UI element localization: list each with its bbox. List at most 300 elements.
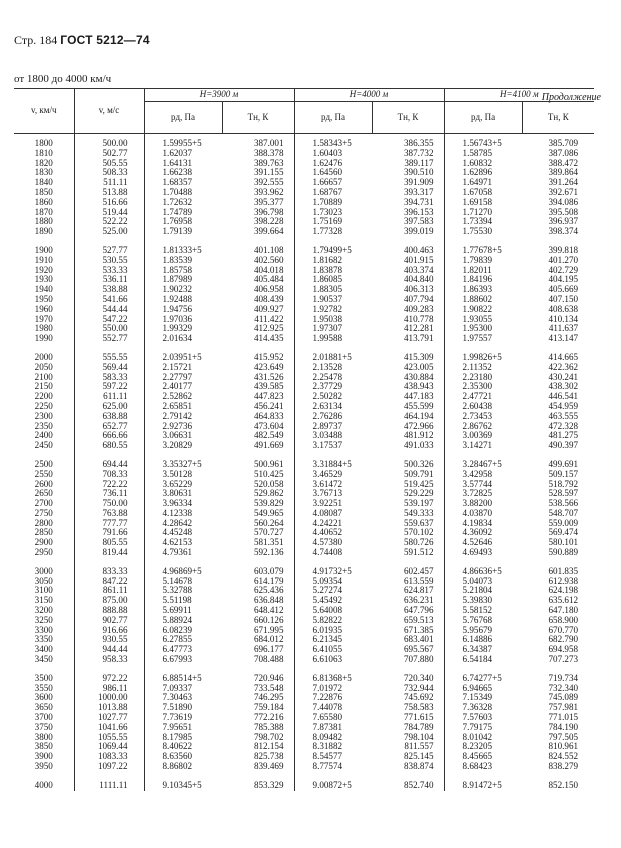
table-row: [14, 635, 594, 645]
cell-pressure-h4100: 8.91472+5: [462, 779, 502, 790]
cell-speed-kmh: 3200: [14, 606, 74, 616]
cell-pressure-h3900: 1.64131: [162, 157, 193, 168]
cell-pressure-h4000: 2.50282: [312, 391, 343, 402]
cell-pressure-h3900: 1.81333+5: [162, 244, 202, 255]
cell-pressure-h4100: 1.84196: [462, 274, 493, 285]
cell-speed-ms: 694.44: [74, 460, 144, 470]
cell-speed-ms: 1041.66: [74, 723, 144, 733]
page-number: Стр. 184: [14, 33, 58, 47]
cell-temp-h4000: 399.019: [372, 227, 444, 237]
cell-temp-h4000: 580.726: [372, 538, 444, 548]
cell-pressure-h4000: 1.66657: [312, 177, 343, 188]
cell-speed-ms: 505.55: [74, 159, 144, 169]
cell-pressure-h3900: 1.97036: [162, 313, 193, 324]
cell-temp-h4100: 392.671: [548, 186, 579, 197]
cell-pressure-h3900: 3.35327+5: [162, 458, 202, 469]
cell-temp-h4000: 771.615: [372, 713, 444, 723]
cell-pressure-h4000: 1.97307: [312, 323, 343, 334]
cell-pressure-h3900: 8.86802: [162, 761, 193, 772]
cell-pressure-h4100: 5.95679: [462, 624, 493, 635]
cell-temp-h4000: 409.283: [372, 305, 444, 315]
cell-temp-h4100: 732.340: [548, 682, 579, 693]
range-caption: от 1800 до 4000 км/ч: [14, 73, 112, 85]
table-row: [14, 626, 594, 636]
cell-pressure-h4000: 1.86085: [312, 274, 343, 285]
cell-speed-ms: 708.33: [74, 470, 144, 480]
cell-pressure-h4100: 2.60438: [462, 400, 493, 411]
cell-speed-kmh: 1990: [14, 334, 74, 344]
cell-pressure-h4000: 3.31884+5: [312, 458, 352, 469]
cell-speed-kmh: 3950: [14, 762, 74, 772]
cell-speed-kmh: 1970: [14, 315, 74, 325]
cell-pressure-h4000: 1.88305: [312, 284, 343, 295]
cell-temp-h4100: 658.900: [548, 614, 579, 625]
table-row: [14, 412, 594, 422]
cell-speed-kmh: 2750: [14, 509, 74, 519]
cell-temp-h4100: 438.302: [548, 381, 579, 392]
table-row: [14, 480, 594, 490]
cell-temp-h4000: 852.740: [372, 781, 444, 791]
cell-speed-ms: 986.11: [74, 684, 144, 694]
table-row: [14, 178, 594, 188]
cell-pressure-h4100: 1.95300: [462, 323, 493, 334]
cell-speed-kmh: 2500: [14, 460, 74, 470]
cell-pressure-h4000: 3.46529: [312, 468, 343, 479]
cell-speed-kmh: 1900: [14, 246, 74, 256]
table-row: [14, 781, 594, 791]
table-row: [14, 577, 594, 587]
cell-temp-h3900: 560.264: [222, 519, 294, 529]
cell-temp-h4000: 602.457: [372, 567, 444, 577]
table-row: [14, 441, 594, 451]
cell-pressure-h4000: 5.27274: [312, 585, 343, 596]
col-header-temperature: Tн, К: [222, 102, 294, 134]
cell-temp-h3900: 423.649: [222, 363, 294, 373]
cell-temp-h3900: 411.422: [222, 315, 294, 325]
cell-speed-ms: 638.88: [74, 412, 144, 422]
cell-speed-kmh: 1830: [14, 168, 74, 178]
cell-speed-kmh: 3800: [14, 733, 74, 743]
cell-speed-kmh: 1850: [14, 188, 74, 198]
cell-temp-h4100: 389.864: [548, 167, 579, 178]
cell-pressure-h4000: 9.00872+5: [312, 779, 352, 790]
cell-temp-h4000: 423.005: [372, 363, 444, 373]
col-header-speed-kmh: v, км/ч: [14, 89, 74, 134]
cell-pressure-h4100: 1.97557: [462, 333, 493, 344]
cell-pressure-h4100: 1.56743+5: [462, 138, 502, 148]
cell-temp-h4100: 481.275: [548, 430, 579, 441]
cell-speed-ms: 583.33: [74, 373, 144, 383]
cell-temp-h4100: 446.541: [548, 391, 579, 402]
cell-pressure-h4000: 8.54577: [312, 751, 343, 762]
cell-temp-h3900: 684.012: [222, 635, 294, 645]
table-row: [14, 489, 594, 499]
cell-pressure-h3900: 4.62153: [162, 537, 193, 548]
cell-pressure-h3900: 4.79361: [162, 547, 193, 558]
cell-temp-h3900: 482.549: [222, 431, 294, 441]
cell-speed-ms: 972.22: [74, 674, 144, 684]
group-spacer: [14, 665, 594, 674]
cell-speed-kmh: 2950: [14, 548, 74, 558]
table-row: [14, 373, 594, 383]
cell-pressure-h4000: 2.13528: [312, 361, 343, 372]
cell-temp-h4100: 411.637: [548, 323, 579, 334]
cell-temp-h4100: 499.691: [548, 458, 579, 469]
cell-pressure-h3900: 1.87989: [162, 274, 193, 285]
cell-temp-h4000: 683.401: [372, 635, 444, 645]
cell-speed-ms: 552.77: [74, 334, 144, 344]
cell-temp-h4000: 745.692: [372, 693, 444, 703]
cell-speed-kmh: 3750: [14, 723, 74, 733]
cell-pressure-h3900: 2.01634: [162, 333, 193, 344]
cell-pressure-h3900: 2.15721: [162, 361, 193, 372]
cell-speed-ms: 750.00: [74, 499, 144, 509]
cell-pressure-h3900: 8.17985: [162, 731, 193, 742]
cell-temp-h4000: 406.313: [372, 285, 444, 295]
cell-temp-h4100: 682.790: [548, 634, 579, 645]
cell-speed-ms: 902.77: [74, 616, 144, 626]
cell-temp-h3900: 648.412: [222, 606, 294, 616]
cell-pressure-h4000: 1.68767: [312, 186, 343, 197]
cell-pressure-h3900: 2.52862: [162, 391, 193, 402]
cell-speed-kmh: 3100: [14, 586, 74, 596]
group-spacer: [14, 237, 594, 246]
cell-temp-h3900: 402.560: [222, 256, 294, 266]
cell-pressure-h3900: 1.74789: [162, 206, 193, 217]
cell-pressure-h4000: 2.01881+5: [312, 351, 352, 362]
cell-temp-h4100: 413.147: [548, 333, 579, 344]
table-row: [14, 645, 594, 655]
cell-pressure-h4100: 5.39830: [462, 595, 493, 606]
cell-speed-ms: 522.22: [74, 217, 144, 227]
cell-pressure-h3900: 6.27855: [162, 634, 193, 645]
cell-speed-kmh: 3350: [14, 635, 74, 645]
table-row: [14, 674, 594, 684]
cell-speed-kmh: 1800: [14, 134, 74, 149]
cell-speed-ms: 502.77: [74, 149, 144, 159]
cell-speed-ms: 763.88: [74, 509, 144, 519]
cell-temp-h4100: 548.707: [548, 507, 579, 518]
cell-pressure-h4000: 1.70889: [312, 196, 343, 207]
cell-pressure-h4000: 7.87381: [312, 721, 343, 732]
cell-pressure-h3900: 1.90232: [162, 284, 193, 295]
cell-temp-h3900: 500.961: [222, 460, 294, 470]
cell-pressure-h3900: 8.40622: [162, 741, 193, 752]
cell-pressure-h4100: 4.03870: [462, 507, 493, 518]
cell-speed-kmh: 1880: [14, 217, 74, 227]
cell-pressure-h3900: 1.85758: [162, 264, 193, 275]
cell-temp-h4000: 720.340: [372, 674, 444, 684]
cell-speed-ms: 680.55: [74, 441, 144, 451]
cell-temp-h3900: 389.763: [222, 159, 294, 169]
table-row: [14, 334, 594, 344]
cell-pressure-h3900: 6.08239: [162, 624, 193, 635]
cell-temp-h4100: 402.729: [548, 264, 579, 275]
cell-pressure-h3900: 1.72632: [162, 196, 193, 207]
cell-speed-kmh: 3600: [14, 693, 74, 703]
cell-speed-kmh: 2700: [14, 499, 74, 509]
cell-temp-h4000: 732.944: [372, 684, 444, 694]
cell-temp-h4100: 601.835: [548, 565, 579, 576]
cell-temp-h4000: 430.884: [372, 373, 444, 383]
cell-speed-ms: 597.22: [74, 382, 144, 392]
cell-temp-h4000: 410.778: [372, 315, 444, 325]
cell-pressure-h4100: 1.58785: [462, 147, 493, 158]
cell-pressure-h3900: 6.47773: [162, 644, 193, 655]
cell-temp-h3900: 404.018: [222, 266, 294, 276]
cell-pressure-h4100: 2.47721: [462, 391, 493, 402]
col-header-h4000: H=4000 м: [294, 89, 444, 102]
cell-pressure-h3900: 7.30463: [162, 692, 193, 703]
cell-temp-h4000: 591.512: [372, 548, 444, 558]
cell-speed-kmh: 1840: [14, 178, 74, 188]
cell-temp-h3900: 387.001: [222, 134, 294, 149]
col-header-temperature: Tн, К: [372, 102, 444, 134]
col-header-temperature: Tн, К: [522, 102, 594, 134]
cell-pressure-h4000: 1.73023: [312, 206, 343, 217]
cell-temp-h3900: 431.526: [222, 373, 294, 383]
cell-temp-h4000: 784.789: [372, 723, 444, 733]
cell-pressure-h4100: 4.52646: [462, 537, 493, 548]
cell-pressure-h3900: 5.69911: [162, 605, 192, 616]
cell-speed-kmh: 1860: [14, 198, 74, 208]
cell-pressure-h4100: 8.01042: [462, 731, 493, 742]
cell-pressure-h4000: 8.09482: [312, 731, 343, 742]
cell-temp-h4000: 559.637: [372, 519, 444, 529]
cell-temp-h3900: 464.833: [222, 412, 294, 422]
cell-temp-h3900: 439.585: [222, 382, 294, 392]
cell-speed-ms: 544.44: [74, 305, 144, 315]
cell-pressure-h3900: 1.66238: [162, 167, 193, 178]
cell-pressure-h4000: 4.91732+5: [312, 565, 352, 576]
cell-pressure-h3900: 4.96869+5: [162, 565, 202, 576]
cell-speed-kmh: 3500: [14, 674, 74, 684]
cell-temp-h3900: 549.965: [222, 509, 294, 519]
cell-pressure-h4000: 4.57380: [312, 537, 343, 548]
cell-pressure-h4100: 1.93055: [462, 313, 493, 324]
cell-temp-h4000: 659.513: [372, 616, 444, 626]
cell-speed-ms: 550.00: [74, 324, 144, 334]
cell-pressure-h4100: 6.74277+5: [462, 672, 502, 683]
cell-speed-ms: 958.33: [74, 655, 144, 665]
cell-pressure-h4000: 3.92251: [312, 498, 343, 509]
cell-speed-kmh: 3050: [14, 577, 74, 587]
cell-pressure-h4000: 7.65580: [312, 712, 343, 723]
cell-pressure-h4000: 2.25478: [312, 371, 343, 382]
cell-pressure-h4000: 6.21345: [312, 634, 343, 645]
cell-temp-h3900: 625.436: [222, 586, 294, 596]
cell-temp-h3900: 696.177: [222, 645, 294, 655]
cell-temp-h4100: 407.150: [548, 293, 579, 304]
cell-temp-h4000: 481.912: [372, 431, 444, 441]
table-row: [14, 134, 594, 149]
cell-temp-h3900: 395.377: [222, 198, 294, 208]
cell-temp-h3900: 839.469: [222, 762, 294, 772]
cell-speed-ms: 527.77: [74, 246, 144, 256]
cell-pressure-h4100: 6.34387: [462, 644, 493, 655]
cell-temp-h4000: 393.317: [372, 188, 444, 198]
cell-speed-ms: 875.00: [74, 596, 144, 606]
col-header-pressure: pд, Па: [144, 102, 222, 134]
cell-temp-h4100: 852.150: [548, 779, 579, 790]
table-row: [14, 567, 594, 577]
cell-temp-h4000: 500.326: [372, 460, 444, 470]
cell-temp-h4000: 519.425: [372, 480, 444, 490]
cell-pressure-h4000: 6.81368+5: [312, 672, 352, 683]
cell-pressure-h4100: 5.76768: [462, 614, 493, 625]
table-row: [14, 295, 594, 305]
cell-temp-h3900: 785.388: [222, 723, 294, 733]
cell-temp-h4100: 635.612: [548, 595, 579, 606]
table-body: [14, 134, 594, 791]
cell-temp-h4100: 590.889: [548, 547, 579, 558]
cell-temp-h4100: 559.009: [548, 517, 579, 528]
table-row: [14, 198, 594, 208]
table-row: [14, 382, 594, 392]
cell-speed-kmh: 2450: [14, 441, 74, 451]
cell-pressure-h4100: 2.86762: [462, 420, 493, 431]
cell-pressure-h4000: 4.24221: [312, 517, 343, 528]
cell-temp-h4100: 396.937: [548, 216, 579, 227]
cell-pressure-h4000: 1.62476: [312, 157, 343, 168]
cell-pressure-h4100: 1.62896: [462, 167, 493, 178]
cell-temp-h4100: 387.086: [548, 147, 579, 158]
cell-temp-h4000: 509.791: [372, 470, 444, 480]
cell-speed-kmh: 1930: [14, 275, 74, 285]
table-row: [14, 616, 594, 626]
cell-pressure-h4000: 7.44078: [312, 702, 343, 713]
cell-pressure-h4000: 5.09354: [312, 575, 343, 586]
cell-speed-kmh: 3550: [14, 684, 74, 694]
cell-pressure-h4100: 8.68423: [462, 761, 493, 772]
cell-speed-ms: 1027.77: [74, 713, 144, 723]
cell-temp-h4100: 757.981: [548, 702, 579, 713]
cell-pressure-h3900: 4.28642: [162, 517, 193, 528]
cell-pressure-h4000: 1.92782: [312, 303, 343, 314]
cell-pressure-h3900: 8.63560: [162, 751, 193, 762]
cell-pressure-h4100: 3.00369: [462, 430, 493, 441]
cell-temp-h4100: 410.134: [548, 313, 579, 324]
cell-pressure-h3900: 5.14678: [162, 575, 193, 586]
cell-pressure-h4100: 2.35300: [462, 381, 493, 392]
cell-temp-h3900: 393.962: [222, 188, 294, 198]
cell-speed-kmh: 1910: [14, 256, 74, 266]
cell-pressure-h3900: 7.09337: [162, 682, 193, 693]
cell-temp-h4000: 671.385: [372, 626, 444, 636]
cell-pressure-h4100: 8.23205: [462, 741, 493, 752]
cell-temp-h4000: 438.943: [372, 382, 444, 392]
cell-temp-h4000: 413.791: [372, 334, 444, 344]
cell-temp-h4000: 387.732: [372, 149, 444, 159]
cell-pressure-h4000: 1.60403: [312, 147, 343, 158]
table-row: [14, 217, 594, 227]
cell-pressure-h4000: 1.75169: [312, 216, 343, 227]
cell-pressure-h4100: 4.69493: [462, 547, 493, 558]
cell-pressure-h4100: 8.45665: [462, 751, 493, 762]
cell-temp-h4100: 398.374: [548, 226, 579, 237]
table-row: [14, 159, 594, 169]
cell-speed-ms: 1083.33: [74, 752, 144, 762]
cell-temp-h3900: 405.484: [222, 275, 294, 285]
cell-pressure-h4000: 7.22876: [312, 692, 343, 703]
cell-temp-h3900: 447.823: [222, 392, 294, 402]
cell-pressure-h4100: 1.90822: [462, 303, 493, 314]
table-row: [14, 528, 594, 538]
cell-pressure-h3900: 1.83539: [162, 254, 193, 265]
cell-temp-h4100: 391.264: [548, 177, 579, 188]
cell-temp-h3900: 636.848: [222, 596, 294, 606]
cell-speed-ms: 611.11: [74, 392, 144, 402]
table-row: [14, 324, 594, 334]
cell-temp-h4000: 447.183: [372, 392, 444, 402]
cell-temp-h3900: 406.958: [222, 285, 294, 295]
cell-pressure-h3900: 5.88924: [162, 614, 193, 625]
cell-temp-h3900: 401.108: [222, 246, 294, 256]
table-row: [14, 188, 594, 198]
cell-temp-h4100: 797.505: [548, 731, 579, 742]
cell-speed-ms: 516.66: [74, 198, 144, 208]
table-row: [14, 285, 594, 295]
cell-pressure-h3900: 2.27797: [162, 371, 193, 382]
cell-temp-h4000: 825.145: [372, 752, 444, 762]
cell-pressure-h4100: 1.99826+5: [462, 351, 502, 362]
cell-temp-h4000: 394.731: [372, 198, 444, 208]
table-row: [14, 431, 594, 441]
cell-speed-ms: 500.00: [74, 134, 144, 149]
cell-pressure-h4000: 3.17537: [312, 440, 343, 451]
table-row: [14, 149, 594, 159]
cell-temp-h4000: 549.333: [372, 509, 444, 519]
table-row: [14, 509, 594, 519]
cell-temp-h3900: 491.669: [222, 441, 294, 451]
table-row: [14, 460, 594, 470]
cell-temp-h3900: 408.439: [222, 295, 294, 305]
cell-speed-kmh: 2900: [14, 538, 74, 548]
cell-pressure-h4000: 1.81682: [312, 254, 343, 265]
cell-pressure-h4100: 3.72825: [462, 488, 493, 499]
cell-temp-h4000: 695.567: [372, 645, 444, 655]
cell-pressure-h4000: 8.77574: [312, 761, 343, 772]
cell-pressure-h4000: 6.01935: [312, 624, 343, 635]
cell-temp-h3900: 392.555: [222, 178, 294, 188]
table-row: [14, 315, 594, 325]
cell-temp-h3900: 853.329: [222, 781, 294, 791]
cell-speed-ms: 1000.00: [74, 693, 144, 703]
cell-pressure-h4000: 2.89737: [312, 420, 343, 431]
cell-speed-ms: 1013.88: [74, 703, 144, 713]
cell-temp-h3900: 603.079: [222, 567, 294, 577]
cell-pressure-h4100: 1.79839: [462, 254, 493, 265]
cell-temp-h4000: 391.909: [372, 178, 444, 188]
cell-temp-h4000: 389.117: [372, 159, 444, 169]
cell-speed-kmh: 1870: [14, 208, 74, 218]
cell-temp-h3900: 414.435: [222, 334, 294, 344]
cell-pressure-h4100: 1.73394: [462, 216, 493, 227]
cell-temp-h4100: 528.597: [548, 488, 579, 499]
cell-pressure-h4000: 3.03488: [312, 430, 343, 441]
cell-temp-h3900: 759.184: [222, 703, 294, 713]
cell-temp-h4000: 758.583: [372, 703, 444, 713]
cell-pressure-h3900: 1.62037: [162, 147, 193, 158]
cell-temp-h3900: 581.351: [222, 538, 294, 548]
cell-temp-h4000: 415.309: [372, 353, 444, 363]
cell-temp-h4000: 570.102: [372, 528, 444, 538]
cell-temp-h4100: 569.474: [548, 527, 579, 538]
cell-speed-kmh: 2400: [14, 431, 74, 441]
cell-pressure-h4000: 2.76286: [312, 410, 343, 421]
cell-pressure-h3900: 7.51890: [162, 702, 193, 713]
cell-pressure-h3900: 7.95651: [162, 721, 193, 732]
